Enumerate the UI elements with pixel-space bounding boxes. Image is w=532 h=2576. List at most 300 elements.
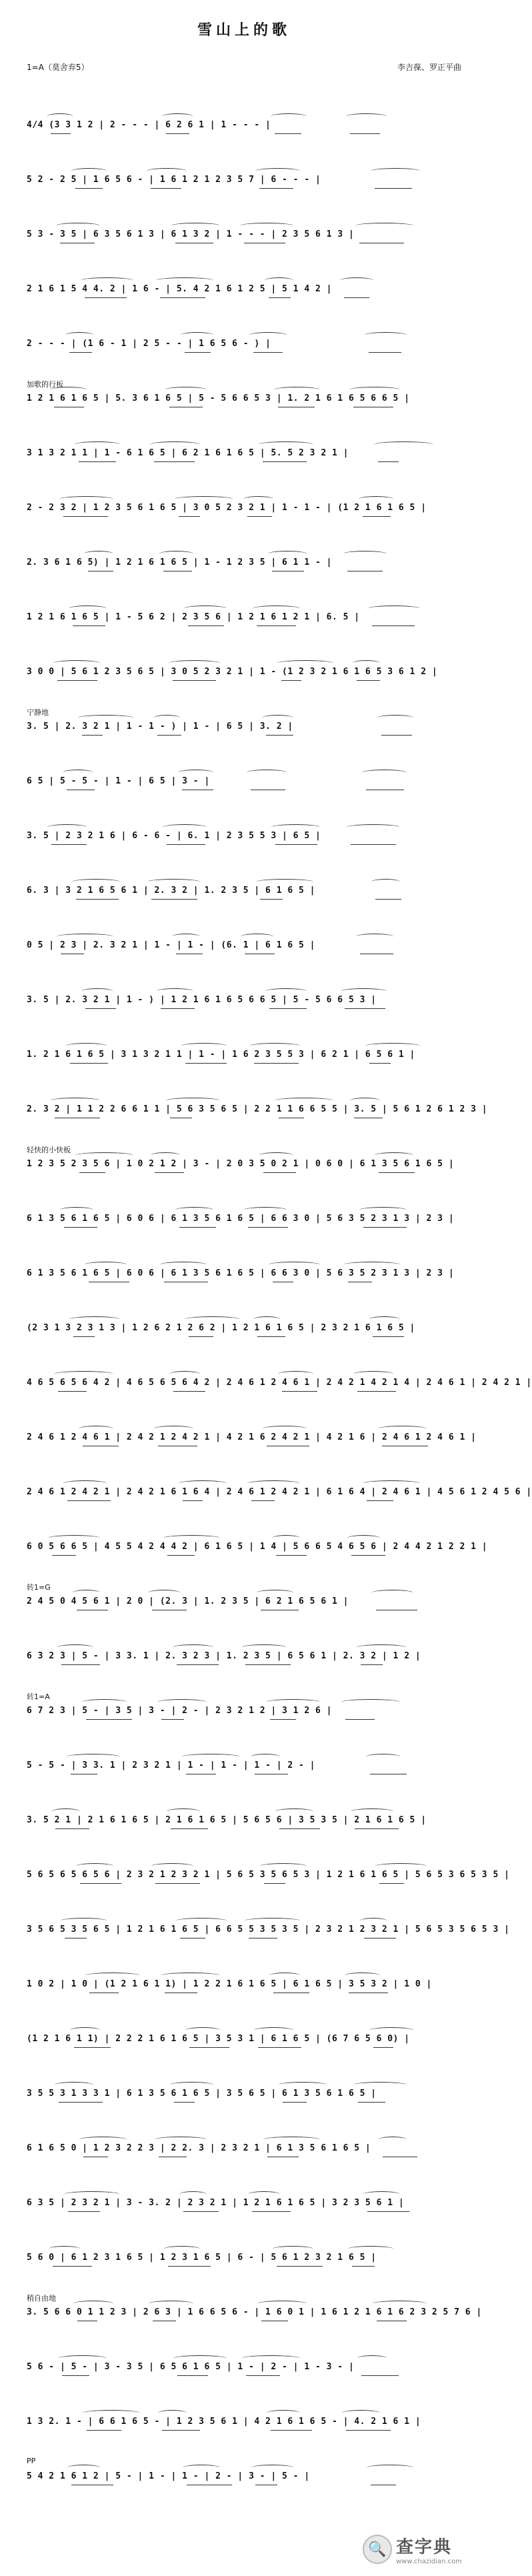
beam-mark [266,735,293,736]
slur-mark [57,1644,93,1650]
slur-mark [158,2410,187,2416]
slur-mark [51,1808,80,1814]
slur-mark [166,1098,220,1104]
notation-text: 3. 5 | 2. 3 2 1 | 1 - 1 - ) | 1 - | 6 5 | 3. 2 | [27,722,293,732]
slur-mark [242,2355,300,2361]
score-line [20,1576,468,1631]
beam-mark [173,680,216,681]
score-lines [20,100,532,2506]
slur-mark [353,660,380,666]
slur-mark [56,223,100,229]
notation-text: 4 6 5 6 5 6 4 2 | 4 6 5 6 5 6 4 2 | 2 4 6 1 2 4 6 1 | 2 4 2 1 4 2 1 4 | 2 4 6 1 | 2 4 2 1 | [27,1378,532,1388]
notation-text: 6. 3 | 3 2 1 6 5 6 1 | 2. 3 2 | 1. 2 3 5 | 6 1 6 5 | [27,886,315,896]
slur-mark [247,770,287,776]
beam-mark [86,1719,132,1720]
slur-mark [369,1316,400,1322]
slur-mark [162,113,193,119]
beam-mark [351,844,396,845]
slur-mark [82,1699,127,1705]
slur-mark [372,1590,413,1596]
beam-mark [350,133,380,134]
beam-mark [167,1555,195,1556]
score-line [20,2342,468,2397]
slur-mark [365,1043,420,1049]
score-line [20,2178,468,2233]
slur-mark [377,715,413,721]
slur-mark [256,879,313,885]
tempo-marking: 宁静地 [27,708,49,717]
beam-mark [364,1938,396,1939]
slur-mark [347,824,400,830]
slur-mark [275,1808,313,1814]
notation-text: 5 6 - | 5 - | 3 - 3 5 | 6 5 6 1 6 5 | 1 - | 2 - | 1 - 3 - | [27,2362,355,2372]
beam-mark [379,1883,404,1884]
slur-mark [70,2027,100,2033]
beam-mark [345,1008,385,1009]
beam-mark [247,516,272,517]
slur-mark [366,1754,400,1760]
slur-mark [164,2246,200,2252]
score-line [20,866,468,920]
beam-mark [361,2375,399,2376]
beam-mark [245,1664,291,1665]
slur-mark [272,1535,300,1541]
score-line [20,811,468,866]
beam-mark [263,1172,296,1173]
slur-mark [179,2191,207,2197]
slur-mark [356,934,393,940]
slur-mark [153,715,180,721]
slur-mark [255,168,300,174]
slur-mark [371,879,400,885]
watermark-name: 查字典 [396,2537,453,2557]
slur-mark [147,168,187,174]
slur-mark [273,2246,313,2252]
slur-mark [378,1426,427,1432]
beam-mark [53,2266,92,2267]
slur-mark [181,1043,227,1049]
beam-mark [361,1664,383,1665]
notation-text: 6 1 3 5 6 1 6 5 | 6 0 6 | 6 1 3 5 6 1 6 5 | 6 6 3 0 | 5 6 3 5 2 3 1 3 | 2 3 | [27,1268,455,1278]
notation-text: 1 2 1 6 1 6 5 | 1 - 5 6 2 | 2 3 5 6 | 1 2 1 6 1 2 1 | 6. 5 | [27,612,360,622]
slur-mark [48,1535,100,1541]
slur-mark [248,2191,280,2197]
slur-mark [170,2082,213,2088]
slur-mark [251,1754,280,1760]
slur-mark [268,551,307,557]
slur-mark [147,879,200,885]
slur-mark [181,332,213,338]
notation-text: 1 0 2 | 1 0 | (1 2 1 6 1 1) | 1 2 2 1 6 1 6 5 | 6 1 6 5 | 3 5 3 2 | 1 0 | [27,1979,432,1989]
notation-text: 6 5 | 5 - 5 - | 1 - | 6 5 | 3 - | [27,776,210,786]
score-line [20,2451,468,2506]
slur-mark [365,332,407,338]
notation-text: 2 4 6 1 2 4 2 1 | 2 4 2 1 6 1 6 4 | 2 4 6 1 2 4 2 1 | 6 1 6 4 | 2 4 6 1 | 4 5 6 1 2 4 5 6 | [27,1487,532,1497]
slur-mark [165,387,207,393]
beam-mark [79,1172,105,1173]
score-line [20,1959,468,2014]
slur-mark [69,605,107,611]
slur-mark [173,2355,227,2361]
slur-mark [151,1863,193,1869]
score-line [20,209,468,264]
slur-mark [274,387,320,393]
slur-mark [175,1207,213,1213]
beam-mark [177,1664,219,1665]
slur-mark [357,2355,387,2361]
slur-mark [182,1754,240,1760]
beam-mark [375,899,401,900]
notation-text: 3 0 0 | 5 6 1 2 3 5 6 5 | 3 0 5 2 3 2 1 | 1 - (1 2 3 2 1 6 1 6 5 3 6 1 2 | [27,667,438,677]
score-line [20,1686,468,1740]
slur-mark [257,2301,307,2307]
beam-mark [375,188,412,189]
beam-mark [269,1008,307,1009]
slur-mark [175,496,233,502]
slur-mark [257,1590,293,1596]
slur-mark [167,1808,200,1814]
slur-mark [260,1863,307,1869]
slur-mark [368,605,420,611]
beam-mark [264,1883,285,1884]
slur-mark [159,551,193,557]
notation-text: 1 2 1 6 1 6 5 | 5. 3 6 1 6 5 | 5 - 5 6 6 5 3 | 1. 2 1 6 1 6 5 6 6 5 | [27,393,410,403]
slur-mark [154,1426,193,1432]
slur-mark [253,605,300,611]
slur-mark [79,2137,127,2143]
beam-mark [57,680,97,681]
beam-mark [79,461,116,462]
score-line [20,2287,482,2342]
beam-mark [162,2430,200,2431]
score-line [20,702,468,756]
beam-mark [173,1391,205,1392]
slur-mark [262,715,293,721]
beam-mark [275,133,301,134]
beam-mark [167,844,205,845]
notation-text: 3 5 5 3 1 3 3 1 | 6 1 3 5 6 1 6 5 | 3 5 6 5 | 6 1 3 5 6 1 6 5 | [27,2089,377,2099]
notation-text: 1 3 2. 1 - | 6 6 1 6 5 - | 1 2 3 5 6 1 | 4 2 1 6 1 6 5 - | 4. 2 1 6 1 | [27,2417,421,2427]
slur-mark [178,770,213,776]
slur-mark [172,934,200,940]
notation-text: 6 3 2 3 | 5 - | 3 3. 1 | 2. 3 2 3 | 1. 2 3 5 | 6 5 6 1 | 2. 3 2 | 1 2 | [27,1651,421,1661]
tempo-marking: 加歌的行板 [27,380,63,389]
beam-mark [246,2375,280,2376]
beam-mark [183,1500,203,1501]
slur-mark [64,2191,120,2197]
beam-mark [154,461,195,462]
slur-mark [354,2082,407,2088]
slur-mark [351,1808,393,1814]
slur-mark [250,1043,300,1049]
slur-mark [169,660,220,666]
beam-mark [263,461,307,462]
slur-mark [47,113,73,119]
score-line [20,2069,468,2123]
slur-mark [266,1699,320,1705]
slur-mark [265,277,293,283]
beam-mark [257,1336,285,1337]
beam-mark [363,516,391,517]
beam-mark [185,352,211,353]
score-line [20,428,468,483]
song-title: 雪山上的歌 [197,22,291,39]
beam-mark [74,2047,111,2048]
beam-mark [73,1336,95,1337]
slur-mark [278,1371,313,1377]
slur-mark [149,2301,193,2307]
magnifier-icon: 🔍 [363,2535,392,2564]
beam-mark [367,2211,409,2212]
beam-mark [65,1938,87,1939]
score-line [20,2014,468,2069]
slur-mark [67,2465,100,2471]
beam-mark [80,1883,121,1884]
slur-mark [79,1426,113,1432]
beam-mark [355,1828,399,1829]
slur-mark [243,496,273,502]
slur-mark [163,824,207,830]
tempo-marking: 轻快的小快板 [27,1146,71,1154]
notation-text: 2 4 6 1 2 4 6 1 | 2 4 2 1 2 4 2 1 | 4 2 1 6 2 4 2 1 | 4 2 1 6 | 2 4 6 1 2 4 6 1 | [27,1432,477,1442]
slur-mark [269,1262,320,1268]
beam-mark [373,1336,404,1337]
score-line [20,2123,468,2178]
slur-mark [241,934,273,940]
slur-mark [363,2191,400,2197]
beam-mark [248,1227,288,1228]
beam-mark [70,1063,108,1064]
score-line [20,1631,468,1686]
beam-mark [160,297,205,298]
slur-mark [57,934,113,940]
slur-mark [357,1644,407,1650]
slur-mark [360,1918,387,1924]
slur-mark [345,1973,380,1979]
beam-mark [378,461,399,462]
slur-mark [253,1316,280,1322]
beam-mark [379,1172,415,1173]
beam-mark [185,1063,227,1064]
beam-mark [249,1938,277,1939]
beam-mark [188,625,224,626]
notation-text: 2 - - - | (1 6 - 1 | 2 5 - - | 1 6 5 6 - ) | [27,339,271,349]
beam-mark [75,188,103,189]
beam-mark [254,1063,299,1064]
slur-mark [171,223,220,229]
slur-mark [353,1371,393,1377]
beam-mark [257,625,296,626]
slur-mark [59,496,113,502]
beam-mark [52,1555,76,1556]
slur-mark [259,1152,293,1158]
slur-mark [185,2027,220,2033]
slur-mark [81,277,133,283]
slur-mark [85,1262,127,1268]
slur-mark [263,2137,320,2143]
notation-text: 2 1 6 1 5 4 4. 2 | 1 6 - | 5. 4 2 1 6 1 2 5 | 5 1 4 2 | [27,284,332,294]
notation-text: 5 2 - 2 5 | 1 6 5 6 - | 1 6 1 2 1 2 3 5 7 | 6 - - - | [27,175,321,185]
beam-mark [282,1391,317,1392]
beam-mark [87,2430,121,2431]
slur-mark [341,988,387,994]
score-line [20,2397,468,2451]
beam-mark [183,2211,219,2212]
beam-mark [258,2047,301,2048]
slur-mark [55,2082,93,2088]
slur-mark [363,1480,420,1486]
beam-mark [372,625,415,626]
slur-mark [73,2301,113,2307]
slur-mark [75,441,120,447]
score-line [20,756,468,811]
notation-text: 3 5 6 5 3 5 6 5 | 1 2 1 6 1 6 5 | 6 6 5 5 3 5 3 5 | 2 3 2 1 2 3 2 1 | 5 6 5 3 5 6 5 3 | [27,1924,510,1935]
slur-mark [179,1480,227,1486]
beam-mark [85,297,127,298]
beam-mark [161,1008,195,1009]
slur-mark [169,1371,200,1377]
notation-text: 2. 3 2 | 1 1 2 2 6 6 1 1 | 5 6 3 5 6 5 | 2 2 1 1 6 6 5 5 | 3. 5 | 5 6 1 2 6 1 2 3 | [27,1104,488,1114]
beam-mark [275,844,317,845]
beam-mark [155,1883,200,1884]
slur-mark [342,2410,380,2416]
beam-mark [51,133,71,134]
slur-mark [78,715,133,721]
slur-mark [241,1644,287,1650]
beam-mark [259,188,293,189]
beam-mark [73,625,105,626]
slur-mark [84,551,113,557]
beam-mark [76,899,119,900]
score-line [20,975,468,1030]
score-line [20,373,468,428]
notation-text: 6 1 6 5 0 | 1 2 3 2 2 3 | 2 2. 3 | 2 3 2 1 | 6 1 3 5 6 1 6 5 | [27,2143,371,2153]
slur-mark [343,551,387,557]
slur-mark [54,1371,113,1377]
slur-mark [263,1426,307,1432]
slur-mark [271,824,320,830]
slur-mark [269,1973,300,1979]
beam-mark [55,1828,89,1829]
beam-mark [161,1719,184,1720]
notation-text: 5 6 5 6 5 6 5 6 | 2 3 2 1 2 3 2 1 | 5 6 5 3 5 6 5 3 | 1 2 1 6 1 6 5 | 5 6 5 3 6 5 3 5 | [27,1870,510,1880]
score-line [20,1522,488,1576]
beam-mark [344,297,369,298]
slur-mark [359,1207,407,1213]
beam-mark [357,1391,396,1392]
slur-mark [350,1098,380,1104]
score-line [20,155,468,209]
score-line [20,2233,468,2287]
slur-mark [277,660,333,666]
score-line [20,100,468,155]
beam-mark [61,1664,100,1665]
slur-mark [73,1590,100,1596]
slur-mark [348,2246,393,2252]
slur-mark [85,1973,140,1979]
slur-mark [81,988,113,994]
notation-text: 3 1 3 2 1 1 | 1 - 6 1 6 5 | 6 2 1 6 1 6 5 | 5. 5 2 3 2 1 | [27,448,349,458]
notation-text: (1 2 1 6 1 1) | 2 2 2 1 6 1 6 5 | 3 5 3 1 | 6 1 6 5 | (6 7 6 5 6 0) | [27,2034,410,2044]
slur-mark [185,1316,240,1322]
beam-mark [381,735,412,736]
beam-mark [271,2430,312,2431]
score-line [20,537,468,592]
slur-mark [375,1152,413,1158]
notation-text: 4/4 (3 3 1 2 | 2 - - - | 6 2 6 1 | 1 - - - | [27,120,271,130]
score-line [20,1850,510,1904]
slur-mark [271,113,307,119]
tempo-marking: 转1=A [27,1692,50,1701]
slur-mark [347,1535,380,1541]
slur-mark [65,332,93,338]
beam-mark [168,2266,211,2267]
beam-mark [189,1336,213,1337]
notation-text: 5 - 5 - | 3 3. 1 | 2 3 2 1 | 1 - | 1 - | 1 - | 2 - | [27,1760,315,1770]
notation-text: 0 5 | 2 3 | 2. 3 2 1 | 1 - | 1 - | (6. 1 | 6 1 6 5 | [27,940,315,950]
slur-mark [369,2027,413,2033]
beam-mark [276,1555,307,1556]
watermark-url: www.chazidian.com [396,2558,462,2565]
beam-mark [253,352,283,353]
slur-mark [371,168,420,174]
beam-mark [62,2375,89,2376]
slur-mark [374,441,433,447]
slur-mark [373,2301,427,2307]
slur-mark [151,1152,180,1158]
beam-mark [251,1500,275,1501]
slur-mark [69,1316,120,1322]
beam-mark [177,2375,208,2376]
beam-mark [85,1008,116,1009]
beam-mark [166,133,189,134]
slur-mark [83,2410,140,2416]
score-line [20,483,468,537]
score-line [20,1139,468,1194]
slur-mark [163,1535,220,1541]
slur-mark [240,223,293,229]
beam-mark [357,680,380,681]
slur-mark [71,168,107,174]
slur-mark [265,988,307,994]
beam-mark [174,2102,195,2103]
score-line [20,1194,468,1248]
notation-text: 3. 5 | 2. 3 2 1 | 1 - ) | 1 2 1 6 1 6 5 6 6 5 | 5 - 5 6 6 5 3 | [27,995,377,1005]
beam-mark [151,899,197,900]
slur-mark [157,1699,207,1705]
beam-mark [281,680,301,681]
slur-mark [344,1262,400,1268]
score-line [20,647,468,702]
tempo-marking: PP [27,2457,36,2465]
beam-mark [155,1172,184,1173]
notation-text: 2 - 2 3 2 | 1 2 3 5 6 1 6 5 | 3 0 5 2 3 2 1 | 1 - 1 - | (1 2 1 6 1 6 5 | [27,503,427,513]
slur-mark [47,824,87,830]
notation-text: 1. 2 1 6 1 6 5 | 3 1 3 2 1 1 | 1 - | 1 6 2 3 5 5 3 | 6 2 1 | 6 5 6 1 | [27,1050,415,1060]
slur-mark [379,2137,407,2143]
beam-mark [180,1938,205,1939]
beam-mark [269,297,291,298]
beam-mark [151,188,181,189]
slur-mark [66,1043,107,1049]
notation-text: 6 7 2 3 | 5 - | 3 5 | 3 - | 2 - | 2 3 2 1 2 | 3 1 2 6 | [27,1706,332,1716]
beam-mark [279,1828,320,1829]
notation-text: 1 2 3 5 2 3 5 6 | 1 0 2 1 2 | 3 - | 2 0 3 5 0 2 1 | 0 6 0 | 6 1 3 5 6 1 6 5 | [27,1159,455,1169]
slur-mark [173,1644,213,1650]
beam-mark [369,352,401,353]
beam-mark [58,1391,87,1392]
slur-mark [341,1699,400,1705]
